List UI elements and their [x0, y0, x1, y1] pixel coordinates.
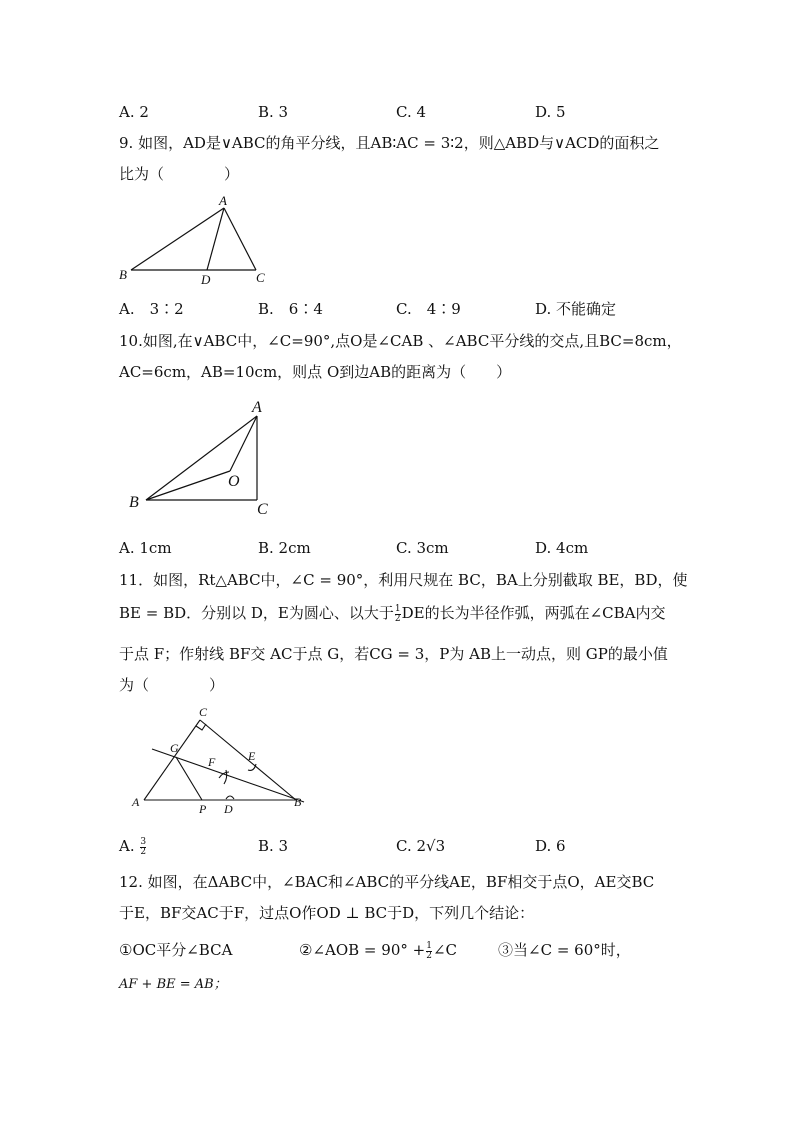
q10-stem-line1: 10.如图,在∨ABC中，∠C=90°,点O是∠CAB 、∠ABC平分线的交点,且BC=8cm，	[119, 332, 682, 350]
q11-option-d: D. 6	[535, 837, 566, 855]
q11-frac-num: 1	[394, 603, 401, 614]
q10-label-o: O	[228, 473, 240, 490]
q11-stem-line2-part2: DE的长为半径作弧，两弧在∠CBA内交	[401, 604, 666, 622]
q12-conclusion-2	[299, 940, 457, 961]
q12-frac-num: 1	[426, 940, 432, 951]
q12-stem-line1: 12. 如图，在ΔABC中，∠BAC和∠ABC的平分线AE，BF相交于点O，AE交BC	[119, 873, 655, 891]
q11-option-a-fraction	[140, 838, 146, 857]
q8-option-a: A. 2	[119, 103, 149, 121]
q9-option-c: C. 4∶9	[396, 300, 461, 318]
q11-label-e: E	[248, 749, 256, 763]
q9-label-d: D	[201, 272, 211, 287]
q9-label-b: B	[119, 267, 127, 282]
q11-label-a: A	[132, 795, 140, 809]
q11-label-b: B	[294, 795, 302, 809]
q11-label-f: F	[208, 755, 216, 769]
q9-stem-line1: 9. 如图，AD是∨ABC的角平分线，且AB∶AC = 3∶2，则△ABD与∨ACD的面积之	[119, 134, 660, 152]
q11-option-b: B. 3	[258, 837, 289, 855]
q8-option-b: B. 3	[258, 103, 289, 121]
q9-option-d: D. 不能确定	[535, 300, 617, 318]
q11-label-p: P	[199, 802, 207, 816]
q11-stem-line1: 11．如图，Rt△ABC中，∠C = 90°，利用尺规在 BC，BA上分别截取 BE，BD，使	[119, 571, 688, 589]
q10-label-c: C	[257, 501, 268, 518]
q12-conclusion-2-part2: ∠C	[432, 941, 457, 959]
q11-option-c: C. 2√3	[396, 837, 446, 855]
q11-option-a-letter: A.	[119, 837, 135, 855]
q11-label-d: D	[224, 802, 233, 816]
q11-option-a	[119, 836, 147, 857]
q10-label-a: A	[252, 399, 262, 416]
q8-option-c: C. 4	[396, 103, 427, 121]
q12-conclusion-1: ①OC平分∠BCA	[119, 941, 233, 959]
q11-label-g: G	[170, 741, 179, 755]
q9-label-a: A	[219, 193, 227, 208]
q11-option-a-den: 2	[140, 846, 147, 857]
q11-stem-line3: 于点 F；作射线 BF交 AC于点 G，若CG = 3，P为 AB上一动点，则 GP的最小值	[119, 645, 668, 663]
q10-stem-line2: AC=6cm，AB=10cm，则点 O到边AB的距离为（ ）	[119, 363, 512, 381]
q12-conclusion-3: ③当∠C = 60°时，	[498, 941, 631, 959]
q11-label-c: C	[199, 705, 208, 719]
q12-stem-line4: AF + BE = AB；	[119, 977, 227, 992]
q10-option-b: B. 2cm	[258, 539, 311, 557]
q8-option-d: D. 5	[535, 103, 566, 121]
q11-stem-line4: 为（ ）	[119, 676, 225, 694]
q11-option-a-num: 3	[140, 836, 147, 847]
q9-option-b: B. 6∶4	[258, 300, 323, 318]
q12-stem-line2: 于E，BF交AC于F，过点O作OD ⊥ BC于D，下列几个结论：	[119, 904, 535, 922]
q10-option-a: A. 1cm	[119, 539, 172, 557]
q11-frac-den: 2	[394, 613, 401, 624]
q10-option-d: D. 4cm	[535, 539, 589, 557]
q10-option-c: C. 3cm	[396, 539, 449, 557]
q10-label-b: B	[129, 494, 139, 511]
q11-stem-line2-part1: BE = BD．分别以 D，E为圆心、以大于	[119, 604, 394, 622]
q12-fraction	[426, 942, 432, 961]
q9-label-c: C	[256, 270, 265, 285]
q9-option-a: A. 3∶2	[119, 300, 184, 318]
q9-stem-line2: 比为（ ）	[119, 165, 240, 183]
q12-frac-den: 2	[426, 950, 432, 961]
q12-conclusion-2-part1: ②∠AOB = 90° +	[299, 941, 426, 959]
